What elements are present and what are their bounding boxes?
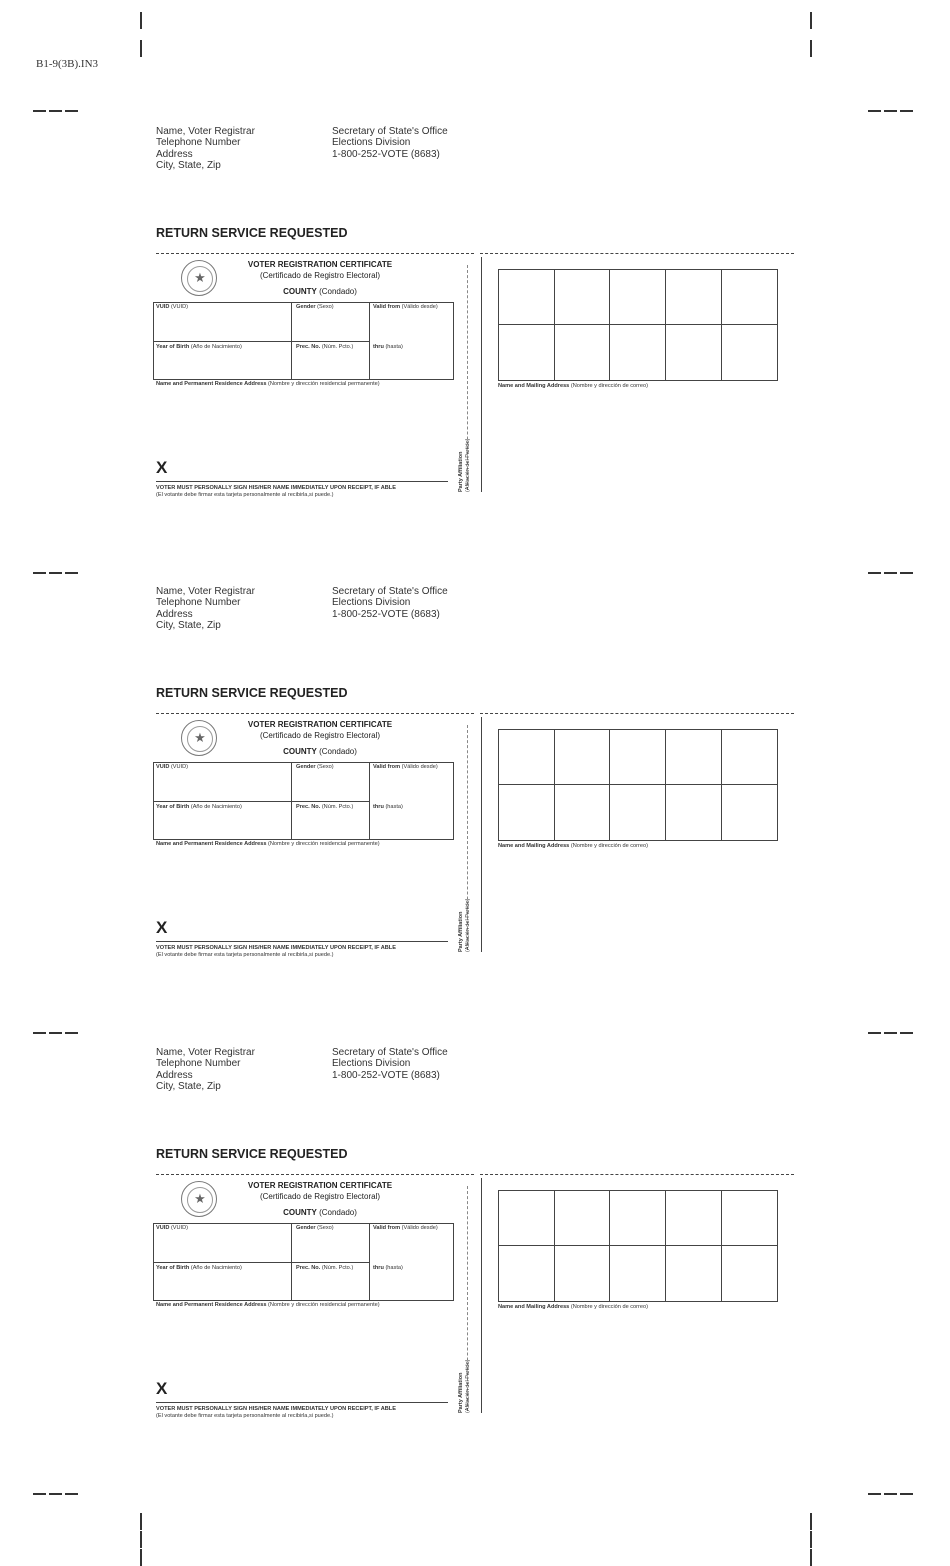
crop-mark	[810, 1513, 812, 1530]
return-line: Address	[156, 608, 193, 620]
certificate-title: VOTER REGISTRATION CERTIFICATE	[247, 260, 393, 269]
crop-mark	[810, 12, 812, 29]
certificate-section	[0, 126, 950, 526]
party-affiliation-label: Party Affiliation (Afiliación del Partido)	[458, 898, 471, 952]
perforation-line	[156, 253, 474, 254]
return-line: Elections Division	[332, 1058, 411, 1070]
return-address-right	[332, 1047, 448, 1081]
certificate-subtitle: (Certificado de Registro Electoral)	[259, 731, 381, 740]
return-line: Name, Voter Registrar	[156, 1047, 255, 1058]
signature-mark: X	[156, 918, 168, 937]
gender-label: Gender (Sexo)	[296, 304, 334, 310]
county-label-bold: COUNTY	[283, 747, 317, 756]
signature-note: VOTER MUST PERSONALLY SIGN HIS/HER NAME IMMEDIATELY UPON RECEIPT, IF ABLE (El votante debe firmar esta tarjeta personalmente al recibirla,si puede.)	[156, 485, 396, 498]
county-label-es: (Condado)	[319, 747, 357, 756]
stamp-grid	[498, 269, 778, 381]
signature-note: VOTER MUST PERSONALLY SIGN HIS/HER NAME IMMEDIATELY UPON RECEIPT, IF ABLE (El votante debe firmar esta tarjeta personalmente al recibirla,si puede.)	[156, 945, 396, 958]
vuid-label: VUID (VUID)	[156, 1225, 189, 1231]
crop-mark	[810, 40, 812, 57]
signature-line	[156, 481, 448, 482]
crop-dash	[49, 110, 62, 112]
return-line: Secretary of State's Office	[332, 126, 448, 137]
crop-mark	[140, 40, 142, 57]
signature-mark: X	[156, 458, 168, 477]
crop-dash	[884, 110, 897, 112]
return-line: Address	[156, 148, 193, 160]
return-service-requested: RETURN SERVICE REQUESTED	[156, 226, 348, 240]
county-label	[200, 747, 440, 756]
prec-no-label: Prec. No. (Núm. Pcto.)	[296, 344, 354, 350]
texas-seal-icon: ★	[181, 260, 217, 296]
crop-mark	[140, 1549, 142, 1566]
return-line: Elections Division	[332, 137, 411, 149]
crop-dash	[65, 572, 78, 574]
perforation-line	[480, 1174, 794, 1175]
crop-dash	[868, 1493, 881, 1495]
return-line: City, State, Zip	[156, 1080, 221, 1092]
crop-mark	[810, 1549, 812, 1566]
return-line: Secretary of State's Office	[332, 586, 448, 597]
crop-mark	[140, 1513, 142, 1530]
county-label-bold: COUNTY	[283, 1208, 317, 1217]
fold-line	[481, 717, 482, 952]
residence-address-label: Name and Permanent Residence Address (Nombre y dirección residencial permanente)	[156, 1302, 380, 1308]
county-label-es: (Condado)	[319, 1208, 357, 1217]
signature-note: VOTER MUST PERSONALLY SIGN HIS/HER NAME IMMEDIATELY UPON RECEIPT, IF ABLE (El votante debe firmar esta tarjeta personalmente al recibirla,si puede.)	[156, 1406, 396, 1419]
certificate-subtitle: (Certificado de Registro Electoral)	[259, 1192, 381, 1201]
crop-dash	[884, 1032, 897, 1034]
return-address-left	[156, 126, 255, 171]
county-label	[200, 1208, 440, 1217]
county-label	[200, 287, 440, 296]
return-line: Telephone Number	[156, 137, 241, 149]
return-line: City, State, Zip	[156, 159, 221, 171]
return-line: 1-800-252-VOTE (8683)	[332, 1069, 440, 1081]
crop-dash	[33, 1493, 46, 1495]
perforation-line	[480, 253, 794, 254]
return-address-right	[332, 586, 448, 620]
party-affiliation-label: Party Affiliation (Afiliación del Partido)	[458, 1359, 471, 1413]
texas-seal-icon: ★	[181, 1181, 217, 1217]
signature-line	[156, 1402, 448, 1403]
party-affiliation-label: Party Affiliation (Afiliación del Partido)	[458, 438, 471, 492]
crop-dash	[65, 110, 78, 112]
county-label-es: (Condado)	[319, 287, 357, 296]
crop-dash	[33, 572, 46, 574]
gender-label: Gender (Sexo)	[296, 764, 334, 770]
valid-from-label: Valid from (Válido desde)	[373, 304, 438, 310]
mailing-address-label: Name and Mailing Address (Nombre y dirección de correo)	[498, 843, 648, 849]
valid-from-label: Valid from (Válido desde)	[373, 764, 438, 770]
fold-line	[481, 257, 482, 492]
crop-dash	[900, 1032, 913, 1034]
return-address-right	[332, 126, 448, 160]
crop-dash	[884, 572, 897, 574]
crop-dash	[49, 1493, 62, 1495]
return-address-left	[156, 1047, 255, 1092]
crop-dash	[884, 1493, 897, 1495]
texas-seal-icon: ★	[181, 720, 217, 756]
crop-dash	[868, 572, 881, 574]
return-line: Elections Division	[332, 597, 411, 609]
certificate-section	[0, 1047, 950, 1447]
thru-label: thru (hasta)	[373, 804, 403, 810]
residence-address-label: Name and Permanent Residence Address (Nombre y dirección residencial permanente)	[156, 381, 380, 387]
return-line: Secretary of State's Office	[332, 1047, 448, 1058]
residence-address-label: Name and Permanent Residence Address (Nombre y dirección residencial permanente)	[156, 841, 380, 847]
crop-mark	[140, 12, 142, 29]
form-code: B1-9(3B).IN3	[36, 58, 99, 70]
year-of-birth-label: Year of Birth (Año de Nacimiento)	[156, 344, 242, 350]
certificate-section	[0, 586, 950, 986]
return-service-requested: RETURN SERVICE REQUESTED	[156, 1147, 348, 1161]
certificate-grid	[153, 1223, 454, 1301]
crop-dash	[900, 572, 913, 574]
thru-label: thru (hasta)	[373, 344, 403, 350]
signature-mark: X	[156, 1379, 168, 1398]
perforation-line	[480, 713, 794, 714]
return-line: Telephone Number	[156, 1058, 241, 1070]
return-line: Name, Voter Registrar	[156, 586, 255, 597]
crop-dash	[49, 1032, 62, 1034]
vuid-label: VUID (VUID)	[156, 304, 189, 310]
certificate-subtitle: (Certificado de Registro Electoral)	[259, 271, 381, 280]
crop-dash	[33, 1032, 46, 1034]
certificate-title: VOTER REGISTRATION CERTIFICATE	[247, 1181, 393, 1190]
certificate-title: VOTER REGISTRATION CERTIFICATE	[247, 720, 393, 729]
stamp-grid	[498, 729, 778, 841]
stamp-grid	[498, 1190, 778, 1302]
crop-dash	[33, 110, 46, 112]
return-line: Address	[156, 1069, 193, 1081]
crop-mark	[810, 1531, 812, 1548]
certificate-grid	[153, 762, 454, 840]
vuid-label: VUID (VUID)	[156, 764, 189, 770]
return-address-left	[156, 586, 255, 631]
gender-label: Gender (Sexo)	[296, 1225, 334, 1231]
county-label-bold: COUNTY	[283, 287, 317, 296]
prec-no-label: Prec. No. (Núm. Pcto.)	[296, 804, 354, 810]
perforation-line	[156, 1174, 474, 1175]
thru-label: thru (hasta)	[373, 1265, 403, 1271]
prec-no-label: Prec. No. (Núm. Pcto.)	[296, 1265, 354, 1271]
return-line: Telephone Number	[156, 597, 241, 609]
return-line: Name, Voter Registrar	[156, 126, 255, 137]
signature-line	[156, 941, 448, 942]
crop-dash	[868, 110, 881, 112]
crop-dash	[900, 110, 913, 112]
crop-dash	[65, 1493, 78, 1495]
crop-dash	[49, 572, 62, 574]
year-of-birth-label: Year of Birth (Año de Nacimiento)	[156, 804, 242, 810]
perforation-line	[156, 713, 474, 714]
crop-mark	[140, 1531, 142, 1548]
valid-from-label: Valid from (Válido desde)	[373, 1225, 438, 1231]
crop-dash	[868, 1032, 881, 1034]
crop-dash	[65, 1032, 78, 1034]
return-service-requested: RETURN SERVICE REQUESTED	[156, 686, 348, 700]
return-line: City, State, Zip	[156, 619, 221, 631]
certificate-grid	[153, 302, 454, 380]
fold-line	[481, 1178, 482, 1413]
return-line: 1-800-252-VOTE (8683)	[332, 148, 440, 160]
mailing-address-label: Name and Mailing Address (Nombre y dirección de correo)	[498, 383, 648, 389]
return-line: 1-800-252-VOTE (8683)	[332, 608, 440, 620]
year-of-birth-label: Year of Birth (Año de Nacimiento)	[156, 1265, 242, 1271]
mailing-address-label: Name and Mailing Address (Nombre y dirección de correo)	[498, 1304, 648, 1310]
crop-dash	[900, 1493, 913, 1495]
